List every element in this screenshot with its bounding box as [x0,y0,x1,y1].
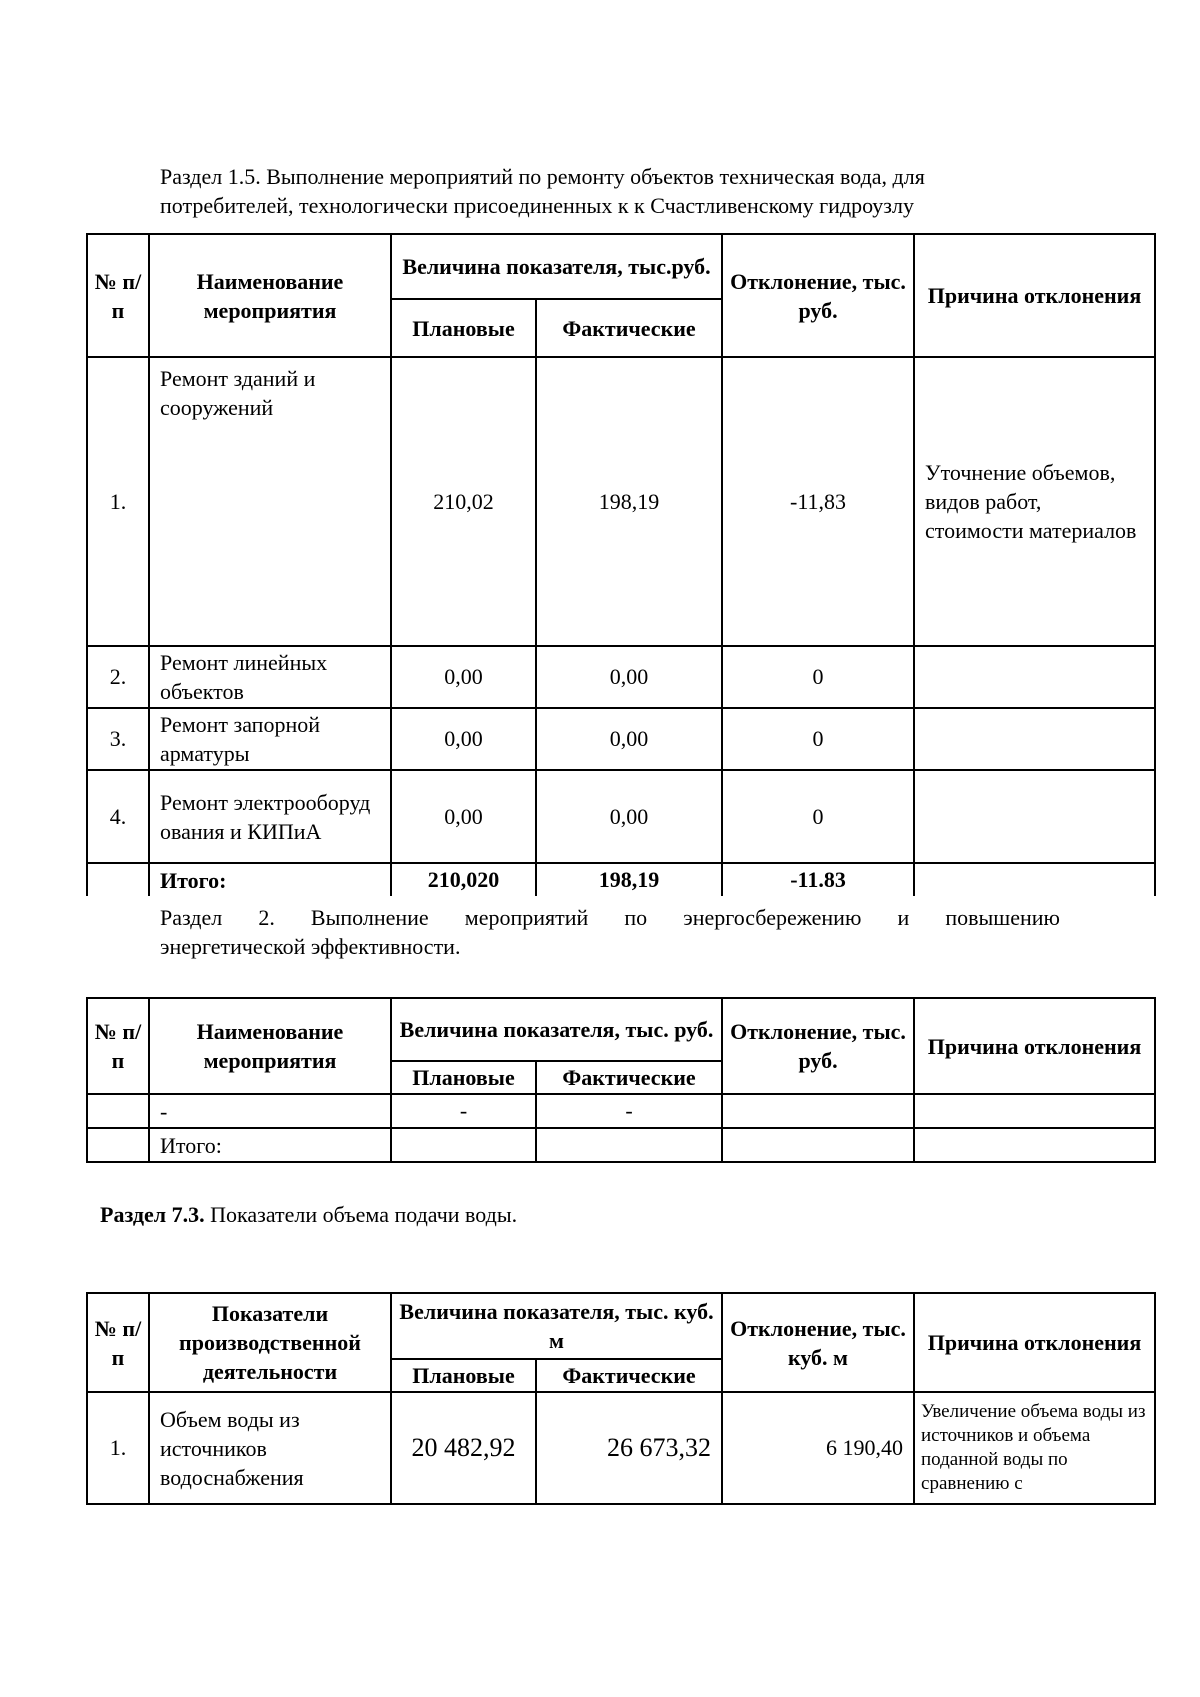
total-reason [914,863,1155,896]
row-deviation: 0 [722,646,914,708]
total-row [87,1128,1155,1162]
col-header-deviation: Отклонение, тыс. куб. м [722,1293,914,1392]
col-header-planned: Плановые [391,1061,536,1094]
col-header-deviation: Отклонение, тыс. руб. [722,234,914,357]
section-1-5-heading-line1: Раздел 1.5. Выполнение мероприятий по ремонту объектов техническая вода, для [160,164,925,189]
col-header-num: № п/п [87,998,149,1094]
row-num: 1. [87,1392,149,1504]
row-num: 1. [87,357,149,646]
row-planned: 0,00 [391,770,536,863]
col-header-actual: Фактические [536,1061,722,1094]
section-7-3-heading-bold: Раздел 7.3. [100,1202,205,1227]
row-planned: 0,00 [391,708,536,770]
row-name: Ремонт линейных объектов [149,646,391,708]
row-deviation: 0 [722,708,914,770]
col-header-num: № п/п [87,234,149,357]
col-header-name: Наименование мероприятия [149,998,391,1094]
total-deviation [722,1128,914,1162]
row-num: 4. [87,770,149,863]
row-num: 3. [87,708,149,770]
total-actual [536,1128,722,1162]
section-2-heading-line2: энергетической эффективности. [160,934,461,959]
table-row [87,708,1155,770]
col-header-name: Наименование мероприятия [149,234,391,357]
section-2-heading [160,903,1060,961]
section-1-5-heading [160,162,1120,220]
total-reason [914,1128,1155,1162]
table-row [87,357,1155,646]
total-num [87,863,149,896]
total-label: Итого: [149,863,391,896]
total-actual: 198,19 [536,863,722,896]
row-reason [914,646,1155,708]
col-header-reason: Причина отклонения [914,998,1155,1094]
table-row [87,1094,1155,1128]
table-row [87,646,1155,708]
col-header-reason: Причина отклонения [914,234,1155,357]
total-planned: 210,020 [391,863,536,896]
row-reason [914,1094,1155,1128]
table-row [87,1392,1155,1504]
row-planned: 0,00 [391,646,536,708]
row-actual: - [536,1094,722,1128]
energy-saving-table [86,997,1156,1163]
section-7-3-heading-text: Показатели объема подачи воды. [204,1202,518,1227]
row-name: Ремонт зданий и сооружений [149,357,391,646]
row-reason: Уточнение объемов, видов работ, стоимости материалов [914,357,1155,646]
total-planned [391,1128,536,1162]
row-name: Ремонт запорной арматуры [149,708,391,770]
col-header-planned: Плановые [391,1359,536,1392]
row-actual: 0,00 [536,770,722,863]
col-header-planned: Плановые [391,299,536,357]
row-reason [914,708,1155,770]
row-name: - [149,1094,391,1128]
total-num [87,1128,149,1162]
col-header-value-group: Величина показателя, тыс. куб. м [391,1293,722,1359]
row-reason [914,770,1155,863]
col-header-value-group: Величина показателя, тыс.руб. [391,234,722,299]
row-deviation: 0 [722,770,914,863]
row-deviation: -11,83 [722,357,914,646]
col-header-name: Показатели производственной деятельности [149,1293,391,1392]
total-deviation: -11.83 [722,863,914,896]
row-actual: 0,00 [536,708,722,770]
table-row [87,770,1155,863]
section-1-5-heading-line2: потребителей, технологически присоединенных к к Счастливенскому гидроузлу [160,193,914,218]
section-2-heading-line1: Раздел 2. Выполнение мероприятий по энергосбережению и повышению [160,905,1060,930]
row-actual: 26 673,32 [536,1392,722,1504]
total-row [87,863,1155,896]
col-header-actual: Фактические [536,1359,722,1392]
row-name: Объем воды из источников водоснабжения [149,1392,391,1504]
row-num [87,1094,149,1128]
row-reason: Увеличение объема воды из источников и объема поданной воды по сравнению с [914,1392,1155,1504]
row-deviation [722,1094,914,1128]
repair-measures-table [86,233,1156,896]
col-header-deviation: Отклонение, тыс. руб. [722,998,914,1094]
col-header-actual: Фактические [536,299,722,357]
total-label: Итого: [149,1128,391,1162]
row-planned: 210,02 [391,357,536,646]
col-header-reason: Причина отклонения [914,1293,1155,1392]
row-actual: 0,00 [536,646,722,708]
col-header-num: № п/п [87,1293,149,1392]
col-header-value-group: Величина показателя, тыс. руб. [391,998,722,1061]
row-name: Ремонт электрооборудования и КИПиА [149,770,391,863]
row-num: 2. [87,646,149,708]
section-7-3-heading [100,1200,560,1229]
row-actual: 198,19 [536,357,722,646]
row-deviation: 6 190,40 [722,1392,914,1504]
water-supply-table [86,1292,1156,1505]
row-planned: - [391,1094,536,1128]
row-planned: 20 482,92 [391,1392,536,1504]
